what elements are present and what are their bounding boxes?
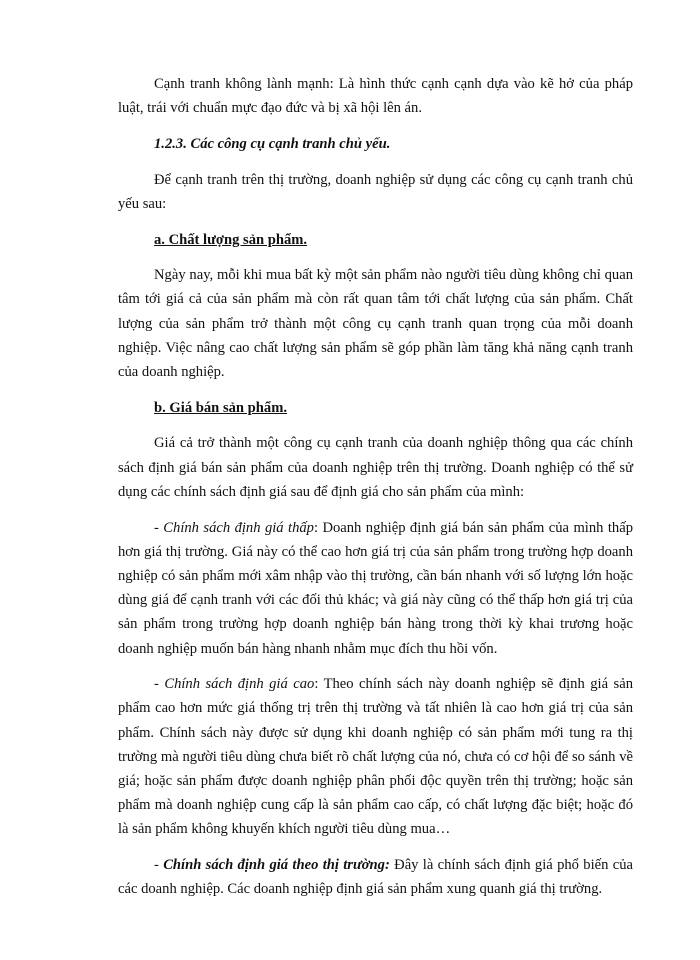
subheading-product-quality-text: a. Chất lượng sản phẩm. bbox=[154, 231, 308, 248]
subheading-price bbox=[118, 396, 633, 420]
market-price-policy-text: Đây là chính sách định giá phổ biến của các doanh nghiệp. Các doanh nghiệp định giá sản phẩm xung quanh giá thị trường. bbox=[118, 857, 633, 898]
bullet-dash: - bbox=[154, 519, 164, 536]
low-price-policy-text: : Doanh nghiệp định giá bán sản phẩm của mình thấp hơn giá thị trường. Giá này có thể cao hơn giá trị của sản phẩm trong trường hợp doanh nghiệp có sản phẩm mới xâm nhập vào thị trường, cần bán nhanh với số lượng lớn hoặc dùng giá để cạnh tranh với các đối thủ khác; và giá này cũng có thể thấp hơn giá trị của sản phẩm trong trường hợp doanh nghiệp bán hàng trong thời kỳ khai trương hoặc doanh nghiệp muốn bán hàng nhanh nhằm mục đích thu hồi vốn. bbox=[118, 519, 634, 657]
term-market-price-policy: Chính sách định giá theo thị trường: bbox=[163, 857, 390, 874]
bullet-dash: - bbox=[154, 676, 165, 693]
section-heading-1-2-3: 1.2.3. Các công cụ cạnh tranh chủ yếu. bbox=[154, 135, 391, 152]
paragraph-high-price-policy bbox=[118, 672, 633, 841]
high-price-policy-text: : Theo chính sách này doanh nghiệp sẽ định giá sản phẩm cao hơn mức giá thống trị trên thị trường và tất nhiên là cao hơn giá trị của sản phẩm. Chính sách này được sử dụng khi doanh nghiệp có sản phẩm mới tung ra thị trường mà người tiêu dùng chưa biết rõ chất lượng của nó, chưa có cơ hội để so sánh về giá; hoặc sản phẩm được doanh nghiệp phân phối độc quyền trên thị trường; hoặc sản phẩm mà doanh nghiệp cung cấp là sản phẩm cao cấp, có chất lượng đặc biệt; hoặc đó là sản phẩm không khuyến khích người tiêu dùng mua… bbox=[118, 676, 633, 838]
subheading-price-text: b. Giá bán sản phẩm. bbox=[154, 399, 288, 416]
paragraph-product-quality: Ngày nay, mỗi khi mua bất kỳ một sản phẩm nào người tiêu dùng không chỉ quan tâm tới giá cả của sản phẩm mà còn rất quan tâm tới chất lượng của sản phẩm. Chất lượng của sản phẩm trở thành một công cụ cạnh tranh quan trọng của mỗi doanh nghiệp. Việc nâng cao chất lượng sản phẩm sẽ góp phần làm tăng khả năng cạnh tranh của doanh nghiệp. bbox=[118, 267, 633, 381]
subheading-product-quality bbox=[118, 228, 633, 252]
term-high-price-policy: Chính sách định giá cao bbox=[164, 676, 315, 693]
bullet-dash: - bbox=[154, 857, 164, 874]
paragraph-low-price-policy bbox=[118, 516, 633, 661]
paragraph-market-price-policy bbox=[118, 853, 633, 901]
document-page bbox=[118, 72, 633, 913]
paragraph-unfair-competition: Cạnh tranh không lành mạnh: Là hình thức cạnh cạnh dựa vào kẽ hở của pháp luật, trái với chuẩn mực đạo đức và bị xã hội lên án. bbox=[118, 76, 633, 117]
paragraph-tools-intro: Để cạnh tranh trên thị trường, doanh nghiệp sử dụng các công cụ cạnh tranh chủ yếu sau: bbox=[118, 171, 633, 212]
paragraph-price-intro: Giá cả trở thành một công cụ cạnh tranh của doanh nghiệp thông qua các chính sách định giá bán sản phẩm của doanh nghiệp trên thị trường. Doanh nghiệp có thể sử dụng các chính sách định giá sau để định giá cho sản phẩm của mình: bbox=[118, 435, 633, 500]
term-low-price-policy: Chính sách định giá thấp bbox=[163, 519, 314, 536]
